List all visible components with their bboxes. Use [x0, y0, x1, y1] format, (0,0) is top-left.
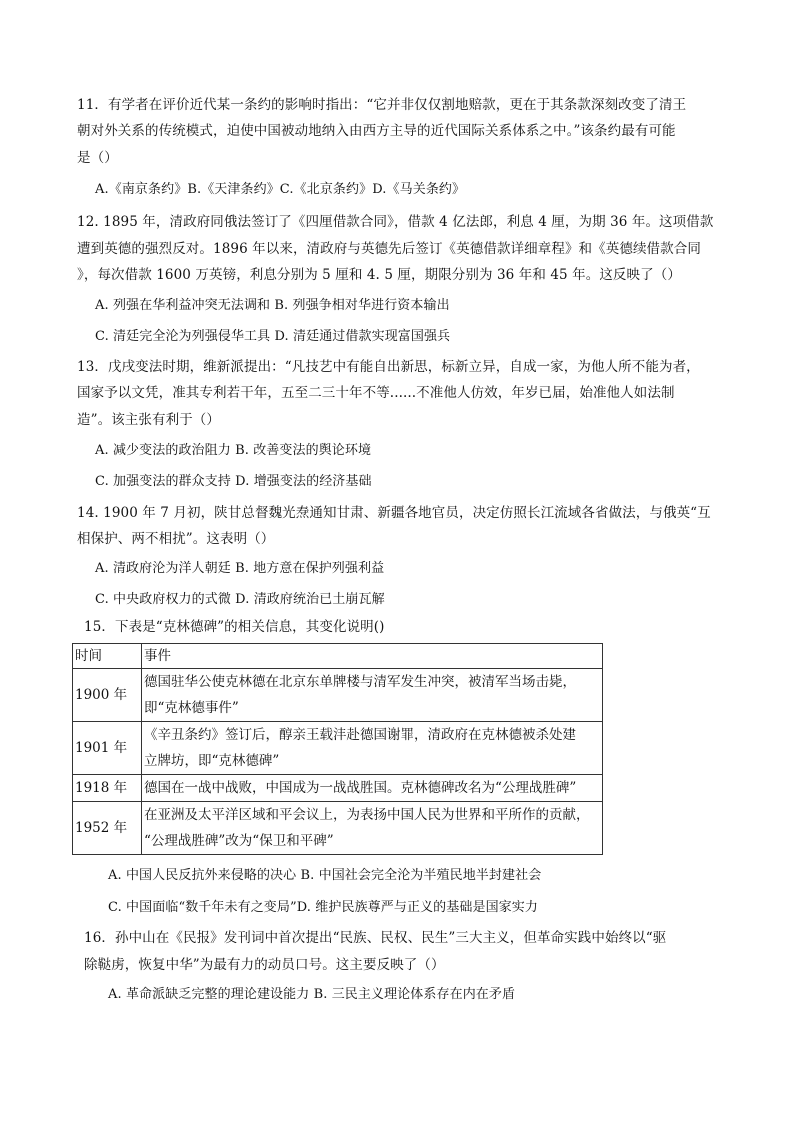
- row-year: 1952 年: [73, 802, 142, 855]
- q16-stem-line2: 除鞑虏，恢复中华”为最有力的动员口号。这主要反映了（）: [84, 957, 445, 973]
- q11-stem-line2: 朝对外关系的传统模式，迫使中国被动地纳入由西方主导的近代国际关系体系之中。”该条约最有可能: [77, 123, 676, 139]
- row-event: [142, 775, 603, 802]
- q16-stem-line1: 16．孙中山在《民报》发刊词中首次提出“民族、民权、民生”三大主义，但革命实践中始终以“驱: [84, 930, 667, 946]
- q14-options-ab: A. 清政府沦为洋人朝廷 B. 地方意在保护列强利益: [95, 561, 385, 576]
- q12-options-cd: C. 清廷完全沦为列强侵华工具 D. 清廷通过借款实现富国强兵: [95, 329, 451, 344]
- q12-stem-line2: 遭到英德的强烈反对。1896 年以来，清政府与英德先后签订《英德借款详细章程》和《英德续借款合同: [77, 241, 701, 257]
- table-header-row: [73, 644, 603, 669]
- q11-stem-line3: 是（）: [77, 150, 118, 166]
- row-event-line: 《辛丑条约》签订后，醇亲王载沣赴德国谢罪，清政府在克林德被杀处建: [144, 727, 576, 743]
- row-event-line: 在亚洲及太平洋区域和平会议上，为表扬中国人民为世界和平所作的贡献，: [144, 807, 590, 823]
- q13-options-cd: C. 加强变法的群众支持 D. 增强变法的经济基础: [95, 474, 372, 489]
- q15-stem: 15．下表是“克林德碑”的相关信息，其变化说明(): [84, 619, 385, 635]
- row-event-line: 立牌坊，即“克林德碑”: [144, 753, 280, 769]
- row-event-line: 即“克林德事件”: [144, 700, 239, 716]
- row-event: [142, 669, 603, 722]
- q13-stem-line1: 13．戊戌变法时期，维新派提出：“凡技艺中有能自出新思，标新立异，自成一家，为他人所不能为者，: [77, 359, 700, 375]
- table-row: [73, 669, 603, 722]
- q15-options-ab: A. 中国人民反抗外来侵略的决心 B. 中国社会完全沦为半殖民地半封建社会: [108, 868, 542, 883]
- q14-stem-line2: 相保护、两不相扰”。这表明（）: [77, 531, 275, 547]
- q12-stem-line3: 》，每次借款 1600 万英镑，利息分别为 5 厘和 4. 5 厘，期限分别为 36 年和 45 年。这反映了（）: [77, 267, 681, 283]
- row-event: [142, 722, 603, 775]
- q11-stem-line1: 11．有学者在评价近代某一条约的影响时指出：“它并非仅仅割地赔款，更在于其条款深刻改变了清王: [77, 97, 687, 113]
- q13-options-ab: A. 减少变法的政治阻力 B. 改善变法的舆论环境: [95, 443, 372, 458]
- table-header-event: 事件: [142, 644, 603, 669]
- row-year: 1918 年: [73, 775, 142, 802]
- q13-stem-line3: 造”。该主张有利于（）: [77, 412, 221, 428]
- table-row: [73, 722, 603, 775]
- q16-options-ab: A. 革命派缺乏完整的理论建设能力 B. 三民主义理论体系存在内在矛盾: [108, 987, 516, 1002]
- row-event-line: 德国驻华公使克林德在北京东单牌楼与清军发生冲突，被清军当场击毙，: [144, 674, 576, 690]
- row-year: 1901 年: [73, 722, 142, 775]
- table-header-time: 时间: [73, 644, 142, 669]
- q11-options: A.《南京条约》B.《天津条约》C.《北京条约》D.《马关条约》: [95, 182, 466, 197]
- klinde-info-table: [72, 643, 603, 855]
- row-event: [142, 802, 603, 855]
- row-event-line: 德国在一战中战败，中国成为一战战胜国。克林德碑改名为“公理战胜碑”: [144, 780, 577, 796]
- q15-options-cd: C. 中国面临“数千年未有之变局”D. 维护民族尊严与正义的基础是国家实力: [108, 900, 538, 915]
- table-row: [73, 775, 603, 802]
- q14-options-cd: C. 中央政府权力的式微 D. 清政府统治已土崩瓦解: [95, 592, 385, 607]
- q12-stem-line1: 12. 1895 年，清政府同俄法签订了《四厘借款合同》，借款 4 亿法郎，利息 4 厘，为期 36 年。这项借款: [77, 214, 714, 230]
- q14-stem-line1: 14. 1900 年 7 月初，陕甘总督魏光焘通知甘肃、新疆各地官员，决定仿照长江流域各省做法，与俄英“互: [77, 505, 711, 521]
- q12-options-ab: A. 列强在华利益冲突无法调和 B. 列强争相对华进行资本输出: [95, 298, 450, 313]
- q13-stem-line2: 国家予以文凭，准其专利若干年，五至二三十年不等......不准他人仿效，年岁已届，始准他人如法制: [77, 385, 675, 401]
- row-year: 1900 年: [73, 669, 142, 722]
- table-row: [73, 802, 603, 855]
- row-event-line: “公理战胜碑”改为“保卫和平碑”: [144, 833, 334, 849]
